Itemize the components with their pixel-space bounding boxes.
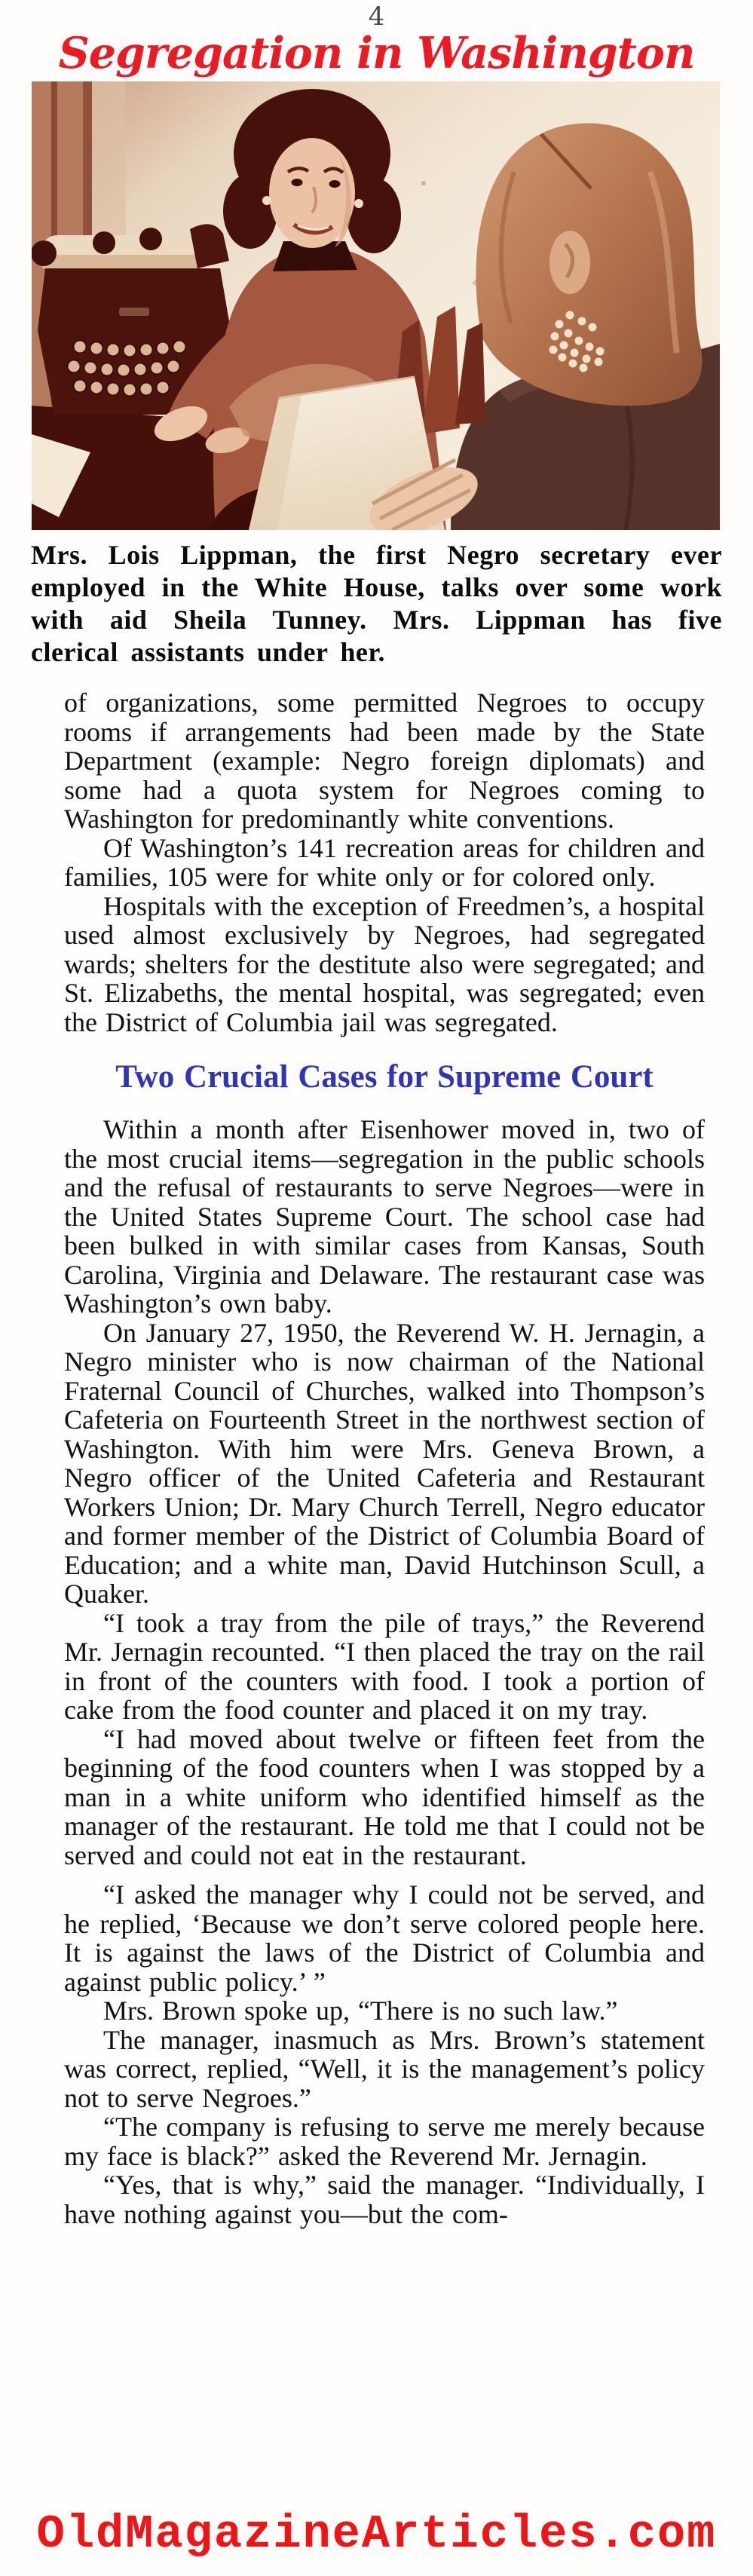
section-heading: Two Crucial Cases for Supreme Court: [115, 1059, 654, 1095]
body-paragraph: “I had moved about twelve or fifteen feet from the beginning of the food counters when I was stopped by a man in a white uniform who identified himself as the manager of the restaurant. He told me that I could not be served and could not eat in the restaurant.: [64, 1723, 705, 1870]
body-paragraph: “Yes, that is why,” said the manager. “Individually, I have nothing against you—but the com-: [64, 2170, 705, 2229]
article-photo: [32, 81, 720, 530]
article-title: Segregation in Washington: [58, 28, 695, 78]
page-number: 4: [368, 2, 385, 32]
body-paragraph: “I took a tray from the pile of trays,” the Reverend Mr. Jernagin recounted. “I then placed the tray on the rail in front of the counters with food. I took a portion of cake from the food counter and placed it on my tray.: [64, 1607, 705, 1725]
footer-watermark: OldMagazineArticles.com: [36, 2507, 717, 2561]
body-paragraph: Within a month after Eisenhower moved in, two of the most crucial items—segregation in the public schools and the refusal of restaurants to serve Negroes—were in the United States Supreme Court. The school case had been bulked in with similar cases from Kansas, South Carolina, Virginia and Delaware. The restaurant case was Washington’s own baby.: [64, 1114, 705, 1319]
body-paragraph: On January 27, 1950, the Reverend W. H. Jernagin, a Negro minister who is now chairman of the National Fraternal Council of Churches, walked into Thompson’s Cafeteria on Fourteenth Street in the northwest section of Washington. With him were Mrs. Geneva Brown, a Negro officer of the United Cafeteria and Restaurant Workers Union; Dr. Mary Church Terrell, Negro educator and former member of the District of Columbia Board of Education; and a white man, David Hutchinson Scull, a Quaker.: [64, 1317, 705, 1609]
article-body: [64, 688, 705, 2228]
body-paragraph: Hospitals with the exception of Freedmen’s, a hospital used almost exclusively by Negroes, had segregated wards; shelters for the destitute also were segregated; and St. Elizabeths, the mental hospital, was segregated; even the District of Columbia jail was segregated.: [64, 890, 705, 1037]
body-paragraph: “The company is refusing to serve me merely because my face is black?” asked the Reverend Mr. Jernagin.: [64, 2112, 705, 2171]
body-paragraph: “I asked the manager why I could not be served, and he replied, ‘Because we don’t serve colored people here. It is against the laws of the District of Columbia and against public policy.’ ”: [64, 1879, 705, 1997]
photo-illustration: [32, 81, 720, 530]
body-paragraph: of organizations, some permitted Negroes to occupy rooms if arrangements had been made by the State Department (example: Negro foreign diplomats) and some had a quota system for Negroes coming to Washington for predominantly white conventions.: [64, 688, 705, 834]
body-paragraph: Of Washington’s 141 recreation areas for children and families, 105 were for white only or for colored only.: [64, 832, 705, 892]
body-paragraph: Mrs. Brown spoke up, “There is no such law.”: [103, 1996, 618, 2026]
photo-caption: Mrs. Lois Lippman, the first Negro secretary ever employed in the White House, talks over some work with aid Sheila Tunney. Mrs. Lippman has five clerical assistants under her.: [31, 540, 722, 667]
body-paragraph: The manager, inasmuch as Mrs. Brown’s statement was correct, replied, “Well, it is the management’s policy not to serve Negroes.”: [64, 2024, 705, 2113]
